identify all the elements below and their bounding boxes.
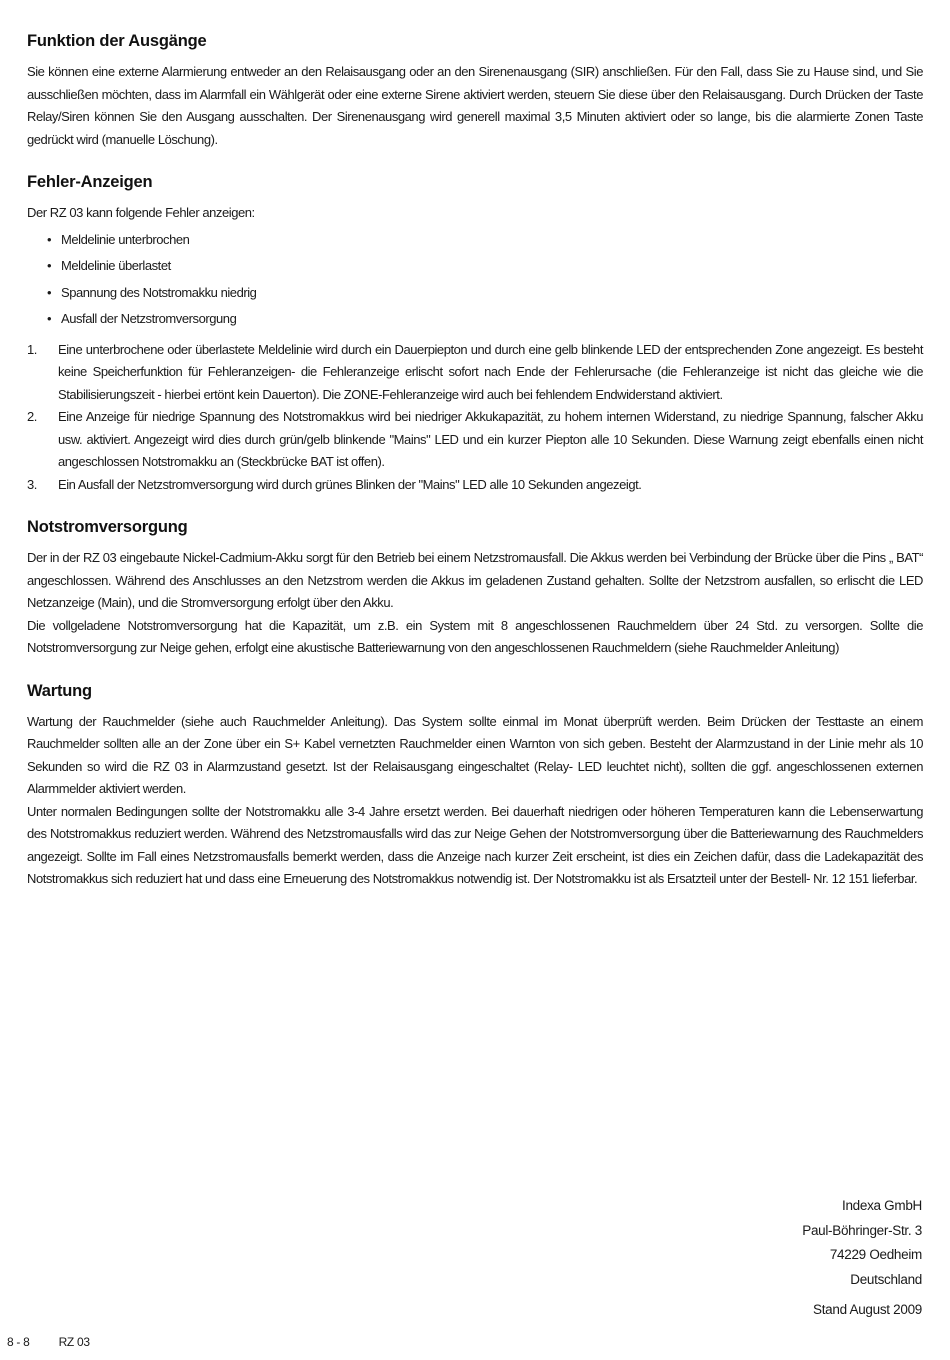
section-wartung — [27, 682, 923, 891]
section-ausgaenge — [27, 32, 923, 151]
item-text: Eine unterbrochene oder überlastete Meldelinie wird durch ein Dauerpiepton und durch eine gelb blinkende LED der entsprechenden Zone angezeigt. Es besteht keine Speicherfunktion für Fehleranzeigen- die Fehleranzeige erlischt sofort nach Ende der Fehlerursache (die Fehleranzeige ist nicht das gleiche wie die Stabilisierungszeit - hierbei ertönt kein Dauerton). Die ZONE-Fehleranzeige wird auch bei fehlendem Endwiderstand aktiviert. — [58, 341, 923, 402]
page-footer — [7, 1335, 90, 1349]
list-item: • Meldelinie überlastet — [61, 253, 923, 280]
item-text: Ein Ausfall der Netzstromversorgung wird durch grünes Blinken der "Mains" LED alle 10 Sekunden angezeigt. — [58, 476, 642, 492]
list-item — [27, 339, 923, 407]
item-text: Eine Anzeige für niedrige Spannung des Notstromakkus wird bei niedriger Akkukapazität, zu hohem internen Widerstand, zu niedrige Spannung, falscher Akku usw. aktiviert. Angezeigt wird dies durch grün/gelb blinkende "Mains" LED und ein kurzer Piepton alle 10 Sekunden. Diese Warnung zeigt ebenfalls einen nicht angeschlossen Notstromakku an (Steckbrücke BAT ist offen). — [58, 409, 923, 469]
item-number: 1. — [27, 341, 37, 357]
model-label: RZ 03 — [58, 1335, 90, 1349]
paragraph: Wartung der Rauchmelder (siehe auch Rauchmelder Anleitung). Das System sollte einmal im Monat überprüft werden. Beim Drücken der Testtaste an einem Rauchmelder sollten alle an der Zone über ein S+ Kabel vernetzten Rauchmelder einen Warnton von sich geben. Besteht der Alarmzustand in der Linie mehr als 10 Sekunden so wird die RZ 03 in Alarmzustand gesetzt. Ist der Relaisausgang eingeschaltet (Relay- LED leuchtet nicht), sollten die ggf. angeschlossenen externen Alarmmelder aktiviert werden. — [27, 713, 923, 796]
company-address — [802, 1194, 922, 1292]
bullet-list — [27, 227, 923, 333]
paragraph: Sie können eine externe Alarmierung entweder an den Relaisausgang oder an den Sirenenausgang (SIR) anschließen. Für den Fall, dass Sie zu Hause sind, und Sie ausschließen möchten, dass im Alarmfall ein Wählgerät oder eine externe Sirene aktiviert werden, steuern Sie diese über den Relaisausgang. Durch Drücken der Taste Relay/Siren können Sie den Ausgang ausschalten. Der Sirenenausgang wird generell maximal 3,5 Minuten aktiviert oder so lange, bis die alarmierte Zonen Taste gedrückt wird (manuelle Löschung). — [27, 64, 923, 147]
item-number: 2. — [27, 409, 37, 424]
section-notstrom — [27, 518, 923, 660]
numbered-list — [27, 339, 923, 497]
list-item: • Meldelinie unterbrochen — [61, 227, 923, 254]
section-title: Notstromversorgung — [27, 518, 188, 536]
item-number: 3. — [27, 476, 37, 492]
section-title: Funktion der Ausgänge — [27, 32, 207, 50]
street: Paul-Böhringer-Str. 3 — [802, 1222, 922, 1238]
country: Deutschland — [850, 1271, 922, 1287]
city: 74229 Oedheim — [829, 1247, 922, 1262]
paragraph: Die vollgeladene Notstromversorgung hat die Kapazität, um z.B. ein System mit 8 angeschlossenen Rauchmeldern über 24 Std. zu versorgen. Sollte die Notstromversorgung zur Neige gehen, erfolgt eine akustische Batteriewarnung von den angeschlossenen Rauchmeldern (siehe Rauchmelder Anleitung) — [27, 617, 923, 655]
paragraph: Der in der RZ 03 eingebaute Nickel-Cadmium-Akku sorgt für den Betrieb bei einem Netzstromausfall. Die Akkus werden bei Verbindung der Brücke über die Pins „ BAT“ angeschlossen. Während des Anschlusses an den Netzstrom werden die Akkus im geladenen Zustand gehalten. Sollte der Netzstrom ausfallen, so erlischt die LED Netzanzeige (Main), und die Stromversorgung erfolgt über den Akku. — [27, 550, 923, 610]
list-item — [27, 474, 923, 497]
section-fehler — [27, 173, 923, 496]
section-title: Wartung — [27, 681, 92, 700]
list-item — [27, 406, 923, 474]
page-number: 8 - 8 — [7, 1335, 30, 1349]
document-page — [27, 32, 923, 913]
section-title: Fehler-Anzeigen — [27, 173, 153, 191]
list-item: • Ausfall der Netzstromversorgung — [61, 306, 923, 333]
list-item: • Spannung des Notstromakku niedrig — [61, 280, 923, 307]
document-date: Stand August 2009 — [813, 1302, 922, 1317]
paragraph: Unter normalen Bedingungen sollte der Notstromakku alle 3-4 Jahre ersetzt werden. Bei dauerhaft niedrigen oder höheren Temperaturen kann die Lebenserwartung des Notstromakkus reduziert werden. Während des Netzstromausfalls wird das zur Neige Gehen der Notstromversorgung über die Batteriewarnung des Rauchmelders angezeigt. Sollte im Fall eines Netzstromausfalls bemerkt werden, dass die Anzeige nach kurzer Zeit erscheint, ist dies ein Zeichen dafür, dass die Ladekapazität des Notstromakkus sich reduziert hat und dass eine Erneuerung des Notstromakkus notwendig ist. Der Notstromakku ist als Ersatzteil unter der Bestell- Nr. 12 151 lieferbar. — [27, 803, 923, 886]
company-name: Indexa GmbH — [842, 1198, 922, 1213]
paragraph: Der RZ 03 kann folgende Fehler anzeigen: — [27, 205, 255, 220]
